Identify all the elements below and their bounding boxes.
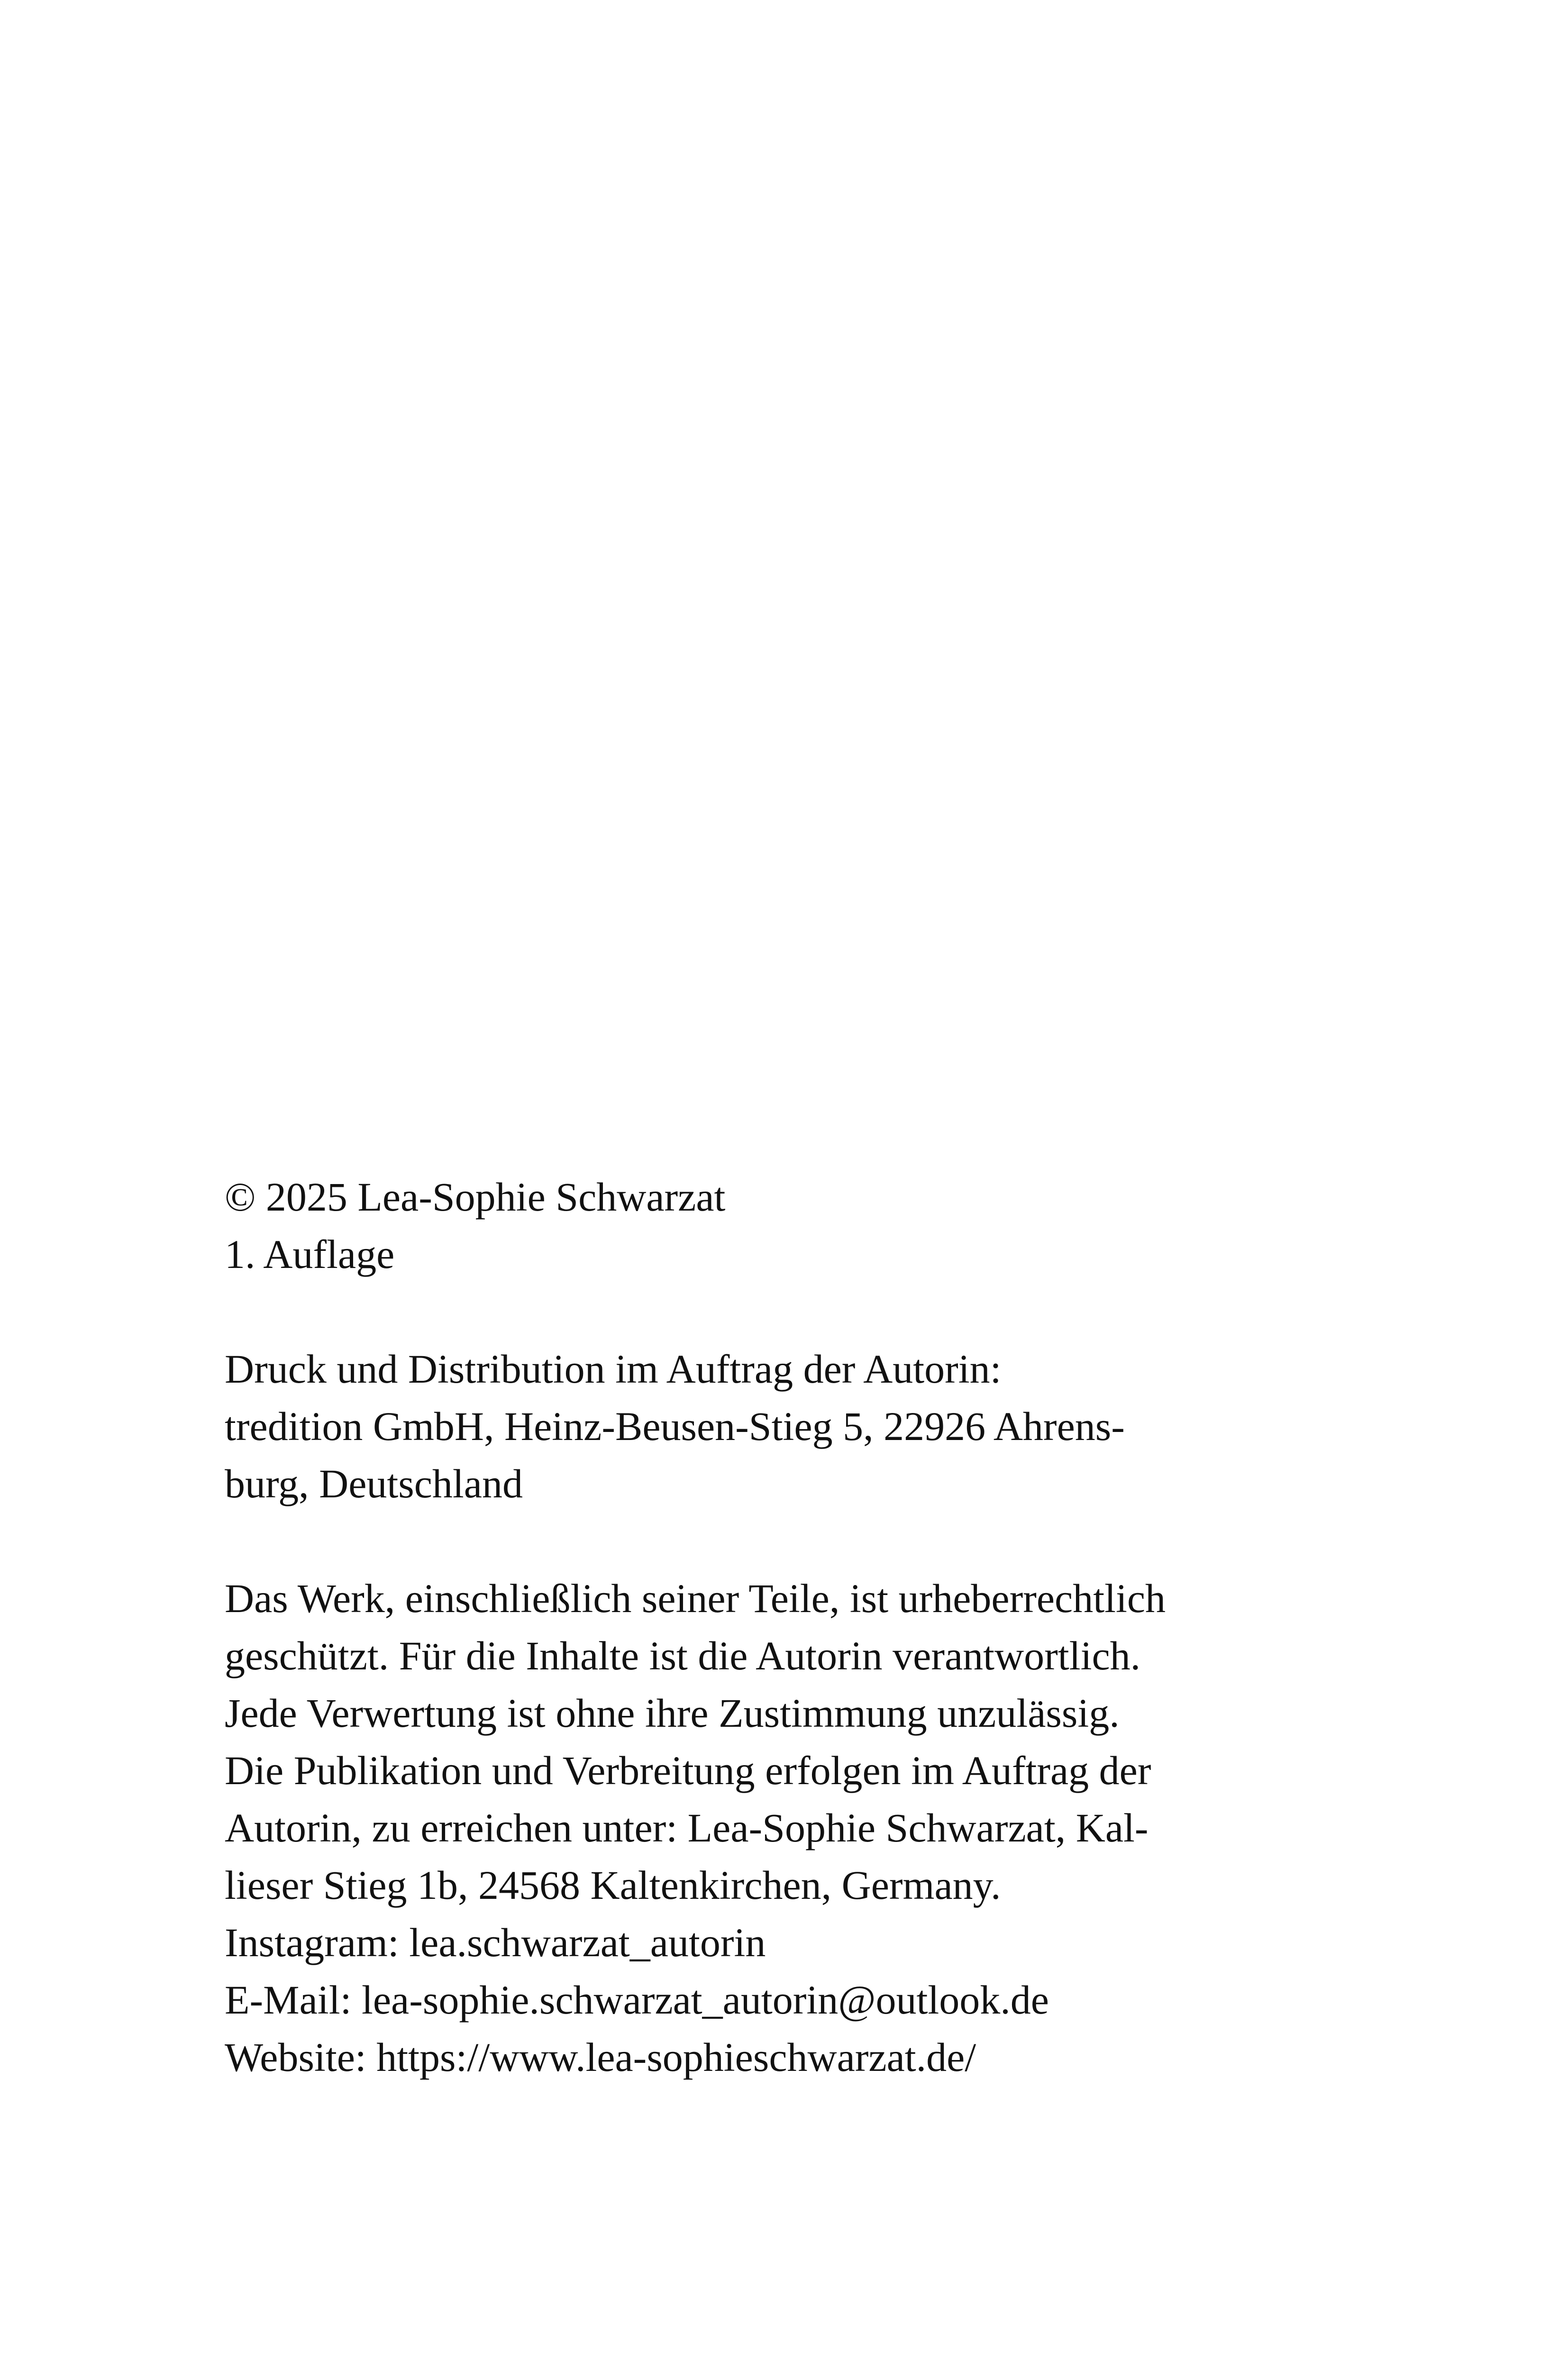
rights-line: lieser Stieg 1b, 24568 Kaltenkirchen, Germany.: [225, 1862, 1001, 1908]
rights-line: geschützt. Für die Inhalte ist die Autorin verantwortlich.: [225, 1633, 1141, 1678]
rights-section: [225, 1570, 1343, 2086]
website-line: Website: https://www.lea-sophieschwarzat.de/: [225, 2034, 976, 2080]
edition-line: 1. Auflage: [225, 1231, 395, 1277]
copyright-line: © 2025 Lea-Sophie Schwarzat: [225, 1174, 726, 1220]
instagram-line: Instagram: lea.schwarzat_autorin: [225, 1920, 766, 1965]
imprint-block: [225, 1168, 1343, 2086]
rights-line: Die Publikation und Verbreitung erfolgen im Auftrag der: [225, 1748, 1151, 1793]
printing-line: Druck und Distribution im Auftrag der Autorin:: [225, 1346, 1002, 1392]
printing-section: [225, 1340, 1343, 1513]
rights-line: Jede Verwertung ist ohne ihre Zustimmung unzulässig.: [225, 1690, 1120, 1736]
printing-line: tredition GmbH, Heinz-Beusen-Stieg 5, 22926 Ahrens-: [225, 1404, 1125, 1449]
copyright-section: [225, 1168, 1343, 1283]
rights-line: Autorin, zu erreichen unter: Lea-Sophie Schwarzat, Kal-: [225, 1805, 1149, 1850]
printing-line: burg, Deutschland: [225, 1461, 523, 1506]
paragraph-spacer: [225, 1283, 1343, 1340]
rights-line: Das Werk, einschließlich seiner Teile, ist urheberrechtlich: [225, 1576, 1166, 1621]
email-line: E-Mail: lea-sophie.schwarzat_autorin@outlook.de: [225, 1977, 1049, 2023]
paragraph-spacer: [225, 1513, 1343, 1570]
